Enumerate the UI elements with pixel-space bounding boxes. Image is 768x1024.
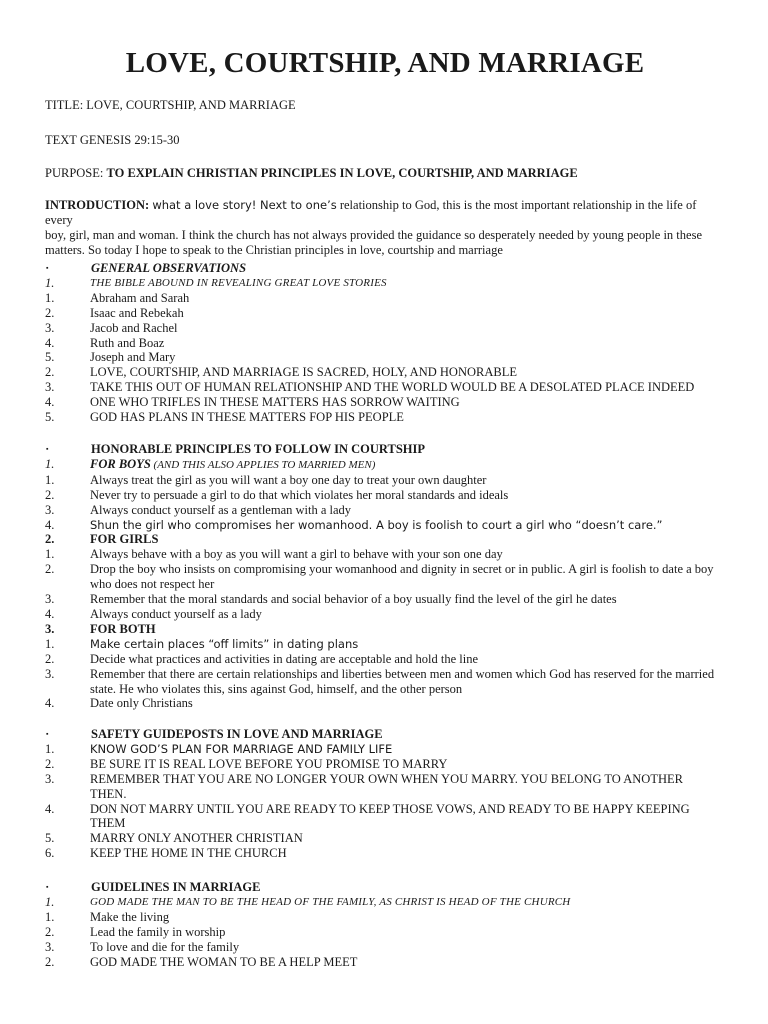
list-item: 3. Jacob and Rachel [45, 320, 178, 335]
section-courtship-principles [45, 442, 725, 711]
document-title: LOVE, COURTSHIP, AND MARRIAGE [125, 47, 645, 79]
purpose-label: PURPOSE: [45, 166, 107, 180]
list-item: 2. BE SURE IT IS REAL LOVE BEFORE YOU PROMISE TO MARRY [45, 756, 448, 771]
subheading: THE BIBLE ABOUND IN REVEALING GREAT LOVE STORIES [90, 276, 387, 289]
list-number: 1. [45, 894, 55, 909]
list-item: 2. Lead the family in worship [45, 924, 226, 939]
section-header: HONORABLE PRINCIPLES TO FOLLOW IN COURTSHIP [91, 442, 426, 456]
list-item: 3. REMEMBER THAT YOU ARE NO LONGER YOUR OWN WHEN YOU MARRY. YOU BELONG TO ANOTHER THEN. [45, 771, 683, 801]
list-item: 2. Never try to persuade a girl to do that which violates her moral standards and ideals [45, 487, 509, 502]
list-item: 2. Drop the boy who insists on compromising your womanhood and dignity in secret or in public. A girl is foolish to date a boy who does not respect her [45, 562, 714, 592]
list-number: 1. [45, 275, 55, 290]
list-number: 1. [45, 456, 55, 471]
text-line: TEXT GENESIS 29:15-30 [45, 133, 180, 147]
list-item: 4. Ruth and Boaz [45, 335, 165, 350]
list-item: 4. Shun the girl who compromises her womanhood. A boy is foolish to court a girl who “doesn’t care.” [45, 517, 663, 532]
section-guidelines-marriage [45, 880, 725, 969]
intro-lead: what a love story! Next to one’s [152, 198, 337, 212]
list-item: 4. DON NOT MARRY UNTIL YOU ARE READY TO KEEP THOSE VOWS, AND READY TO BE HAPPY KEEPING THEM [45, 801, 690, 831]
list-item: 4. Always conduct yourself as a lady [45, 606, 262, 621]
intro-line1: relationship to God, this is the most important relationship in the life of every [45, 198, 697, 227]
title-line: TITLE: LOVE, COURTSHIP, AND MARRIAGE [45, 98, 296, 112]
list-item: 3. Remember that there are certain relationships and liberties between men and women which God has reserved for the married state. He who violates this, sins against God, himself, and the other person [45, 666, 715, 696]
list-item: 1. Make the living [45, 909, 170, 924]
section-header: GENERAL OBSERVATIONS [91, 261, 247, 275]
list-item: 4. Date only Christians [45, 696, 193, 711]
list-item: 3. Remember that the moral standards and social behavior of a boy usually find the level of the girl he dates [45, 592, 617, 607]
bullet-icon: ▪ [46, 883, 49, 891]
section-header: GUIDELINES IN MARRIAGE [91, 880, 261, 894]
section-header: SAFETY GUIDEPOSTS IN LOVE AND MARRIAGE [91, 727, 383, 741]
list-item: 3. To love and die for the family [45, 939, 240, 954]
subheading-boys: FOR BOYS [90, 456, 151, 471]
list-item: 2. Isaac and Rebekah [45, 305, 184, 320]
purpose-value: TO EXPLAIN CHRISTIAN PRINCIPLES IN LOVE, COURTSHIP, AND MARRIAGE [106, 166, 578, 180]
list-item: 3. Always conduct yourself as a gentleman with a lady [45, 502, 352, 517]
bullet-icon: ▪ [46, 264, 49, 272]
list-item: 2. Decide what practices and activities in dating are acceptable and hold the line [45, 651, 479, 666]
list-item: 4. ONE WHO TRIFLES IN THESE MATTERS HAS SORROW WAITING [45, 395, 460, 410]
subheading-both: FOR BOTH [90, 621, 156, 636]
list-number: 3. [45, 621, 55, 636]
list-item: 1. Abraham and Sarah [45, 290, 190, 305]
purpose-line [45, 166, 725, 181]
list-item: 1. Make certain places “off limits” in dating plans [45, 636, 359, 651]
list-number: 2. [45, 532, 55, 547]
list-item: 5. Joseph and Mary [45, 350, 176, 365]
list-item: 5. MARRY ONLY ANOTHER CHRISTIAN [45, 831, 303, 846]
subheading: GOD MADE THE MAN TO BE THE HEAD OF THE FAMILY, AS CHRIST IS HEAD OF THE CHURCH [90, 895, 571, 908]
bullet-icon: ▪ [46, 730, 49, 738]
list-item: 6. KEEP THE HOME IN THE CHURCH [45, 846, 287, 861]
subheading-girls: FOR GIRLS [90, 532, 159, 547]
list-item: 5. GOD HAS PLANS IN THESE MATTERS FOP HIS PEOPLE [45, 410, 404, 425]
intro-label: INTRODUCTION: [45, 198, 153, 212]
list-item: 1. Always treat the girl as you will want a boy one day to treat your own daughter [45, 472, 487, 487]
list-item: 2. LOVE, COURTSHIP, AND MARRIAGE IS SACRED, HOLY, AND HONORABLE [45, 365, 517, 380]
bullet-icon: ▪ [46, 445, 49, 453]
list-item: 3. TAKE THIS OUT OF HUMAN RELATIONSHIP AND THE WORLD WOULD BE A DESOLATED PLACE INDEED [45, 380, 695, 395]
intro-line3: matters. So today I hope to speak to the Christian principles in love, courtship and marriage [45, 243, 503, 257]
intro-line2: boy, girl, man and woman. I think the church has not always provided the guidance so desperately needed by young people in these [45, 228, 702, 242]
section-general-observations [45, 261, 725, 425]
list-item: 1. Always behave with a boy as you will want a girl to behave with your son one day [45, 547, 503, 562]
introduction-paragraph [45, 198, 725, 258]
section-safety-guideposts [45, 727, 725, 861]
list-item: 2. GOD MADE THE WOMAN TO BE A HELP MEET [45, 954, 358, 969]
boys-note: (AND THIS ALSO APPLIES TO MARRIED MEN) [150, 458, 376, 471]
list-item: 1. KNOW GOD’S PLAN FOR MARRIAGE AND FAMILY LIFE [45, 741, 393, 756]
